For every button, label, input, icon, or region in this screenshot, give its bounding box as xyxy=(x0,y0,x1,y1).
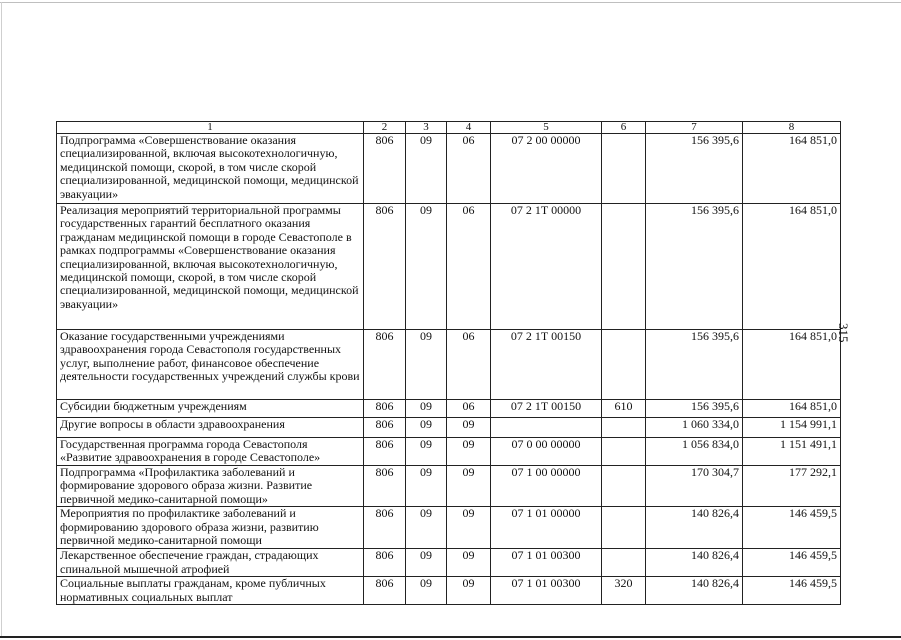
page-number: 315 xyxy=(836,323,851,343)
row-ved: 806 xyxy=(364,418,406,438)
row-vr xyxy=(602,438,646,466)
column-header: 4 xyxy=(447,122,491,134)
row-name: Оказание государственными учреждениями здравоохранения города Севастополя государственных услуг, выполнение работ, финансовое обеспечение деятельности государственных учреждений службы крови xyxy=(57,330,364,400)
row-ved: 806 xyxy=(364,549,406,577)
row-csr: 07 2 1Т 00150 xyxy=(491,330,602,400)
row-ved: 806 xyxy=(364,438,406,466)
row-vr xyxy=(602,466,646,507)
row-csr: 07 1 01 00300 xyxy=(491,549,602,577)
row-ved: 806 xyxy=(364,507,406,549)
column-header: 6 xyxy=(602,122,646,134)
row-csr: 07 0 00 00000 xyxy=(491,438,602,466)
row-rz: 09 xyxy=(406,577,447,605)
row-sum-2: 164 851,0 xyxy=(743,134,841,204)
row-name: Подпрограмма «Профилактика заболеваний и формирование здорового образа жизни. Развитие первичной медико-санитарной помощи» xyxy=(57,466,364,507)
row-csr: 07 2 00 00000 xyxy=(491,134,602,204)
row-name: Другие вопросы в области здравоохранения xyxy=(57,418,364,438)
row-pr: 09 xyxy=(447,507,491,549)
row-name: Лекарственное обеспечение граждан, страдающих спинальной мышечной атрофией xyxy=(57,549,364,577)
row-sum-1: 156 395,6 xyxy=(646,134,743,204)
row-sum-1: 140 826,4 xyxy=(646,507,743,549)
row-rz: 09 xyxy=(406,418,447,438)
row-rz: 09 xyxy=(406,134,447,204)
column-header: 3 xyxy=(406,122,447,134)
row-vr xyxy=(602,134,646,204)
row-csr: 07 2 1Т 00150 xyxy=(491,400,602,418)
row-ved: 806 xyxy=(364,330,406,400)
row-pr: 06 xyxy=(447,204,491,330)
row-csr: 07 2 1Т 00000 xyxy=(491,204,602,330)
row-sum-2: 177 292,1 xyxy=(743,466,841,507)
row-ved: 806 xyxy=(364,400,406,418)
column-header: 2 xyxy=(364,122,406,134)
row-name: Реализация мероприятий территориальной программы государственных гарантий бесплатного оказания гражданам медицинской помощи в городе Севастополе в рамках подпрограммы «Совершенствование оказания специализированной, включая высокотехнологичную, медицинской помощи, скорой, в том числе скорой специализированной, медицинской помощи, медицинской эвакуации» xyxy=(57,204,364,330)
row-sum-2: 146 459,5 xyxy=(743,507,841,549)
row-ved: 806 xyxy=(364,204,406,330)
row-pr: 09 xyxy=(447,577,491,605)
row-csr xyxy=(491,418,602,438)
row-csr: 07 1 01 00000 xyxy=(491,507,602,549)
table-row xyxy=(57,134,841,204)
row-vr xyxy=(602,549,646,577)
row-vr: 320 xyxy=(602,577,646,605)
column-header: 5 xyxy=(491,122,602,134)
row-sum-1: 156 395,6 xyxy=(646,400,743,418)
row-name: Государственная программа города Севастополя «Развитие здравоохранения в городе Севастополе» xyxy=(57,438,364,466)
row-sum-2: 146 459,5 xyxy=(743,549,841,577)
row-vr xyxy=(602,507,646,549)
row-sum-1: 170 304,7 xyxy=(646,466,743,507)
row-sum-1: 1 056 834,0 xyxy=(646,438,743,466)
row-rz: 09 xyxy=(406,466,447,507)
row-pr: 09 xyxy=(447,549,491,577)
row-sum-1: 156 395,6 xyxy=(646,330,743,400)
row-sum-1: 140 826,4 xyxy=(646,577,743,605)
row-name: Субсидии бюджетным учреждениям xyxy=(57,400,364,418)
row-name: Мероприятия по профилактике заболеваний и формированию здорового образа жизни, развитию первичной медико-санитарной помощи xyxy=(57,507,364,549)
column-header: 1 xyxy=(57,122,364,134)
column-header: 8 xyxy=(743,122,841,134)
table-row xyxy=(57,204,841,330)
row-vr: 610 xyxy=(602,400,646,418)
row-rz: 09 xyxy=(406,549,447,577)
table-row xyxy=(57,466,841,507)
row-pr: 06 xyxy=(447,400,491,418)
column-header: 7 xyxy=(646,122,743,134)
scan-top-edge xyxy=(0,2,901,3)
row-pr: 09 xyxy=(447,438,491,466)
table-row xyxy=(57,418,841,438)
row-sum-2: 164 851,0 xyxy=(743,400,841,418)
row-sum-2: 1 151 491,1 xyxy=(743,438,841,466)
row-rz: 09 xyxy=(406,400,447,418)
row-pr: 09 xyxy=(447,418,491,438)
scan-left-edge xyxy=(1,2,2,636)
budget-table xyxy=(56,121,841,605)
row-sum-2: 1 154 991,1 xyxy=(743,418,841,438)
row-vr xyxy=(602,330,646,400)
row-csr: 07 1 00 00000 xyxy=(491,466,602,507)
row-pr: 06 xyxy=(447,134,491,204)
row-name: Подпрограмма «Совершенствование оказания специализированной, включая высокотехнологичную, медицинской помощи, скорой, в том числе скорой специализированной, медицинской помощи, медицинской эвакуации» xyxy=(57,134,364,204)
row-sum-1: 1 060 334,0 xyxy=(646,418,743,438)
row-ved: 806 xyxy=(364,466,406,507)
table-row xyxy=(57,549,841,577)
scan-bottom-edge xyxy=(0,636,901,638)
table-row xyxy=(57,577,841,605)
row-csr: 07 1 01 00300 xyxy=(491,577,602,605)
row-name: Социальные выплаты гражданам, кроме публичных нормативных социальных выплат xyxy=(57,577,364,605)
row-ved: 806 xyxy=(364,577,406,605)
row-pr: 09 xyxy=(447,466,491,507)
row-sum-1: 140 826,4 xyxy=(646,549,743,577)
row-rz: 09 xyxy=(406,438,447,466)
row-sum-1: 156 395,6 xyxy=(646,204,743,330)
row-sum-2: 164 851,0 xyxy=(743,204,841,330)
row-rz: 09 xyxy=(406,204,447,330)
row-rz: 09 xyxy=(406,507,447,549)
row-ved: 806 xyxy=(364,134,406,204)
row-rz: 09 xyxy=(406,330,447,400)
table-row xyxy=(57,507,841,549)
table-header-row xyxy=(57,122,841,134)
row-vr xyxy=(602,204,646,330)
row-sum-2: 164 851,0 xyxy=(743,330,841,400)
table-row xyxy=(57,438,841,466)
table-row xyxy=(57,400,841,418)
table-row xyxy=(57,330,841,400)
row-sum-2: 146 459,5 xyxy=(743,577,841,605)
row-vr xyxy=(602,418,646,438)
row-pr: 06 xyxy=(447,330,491,400)
